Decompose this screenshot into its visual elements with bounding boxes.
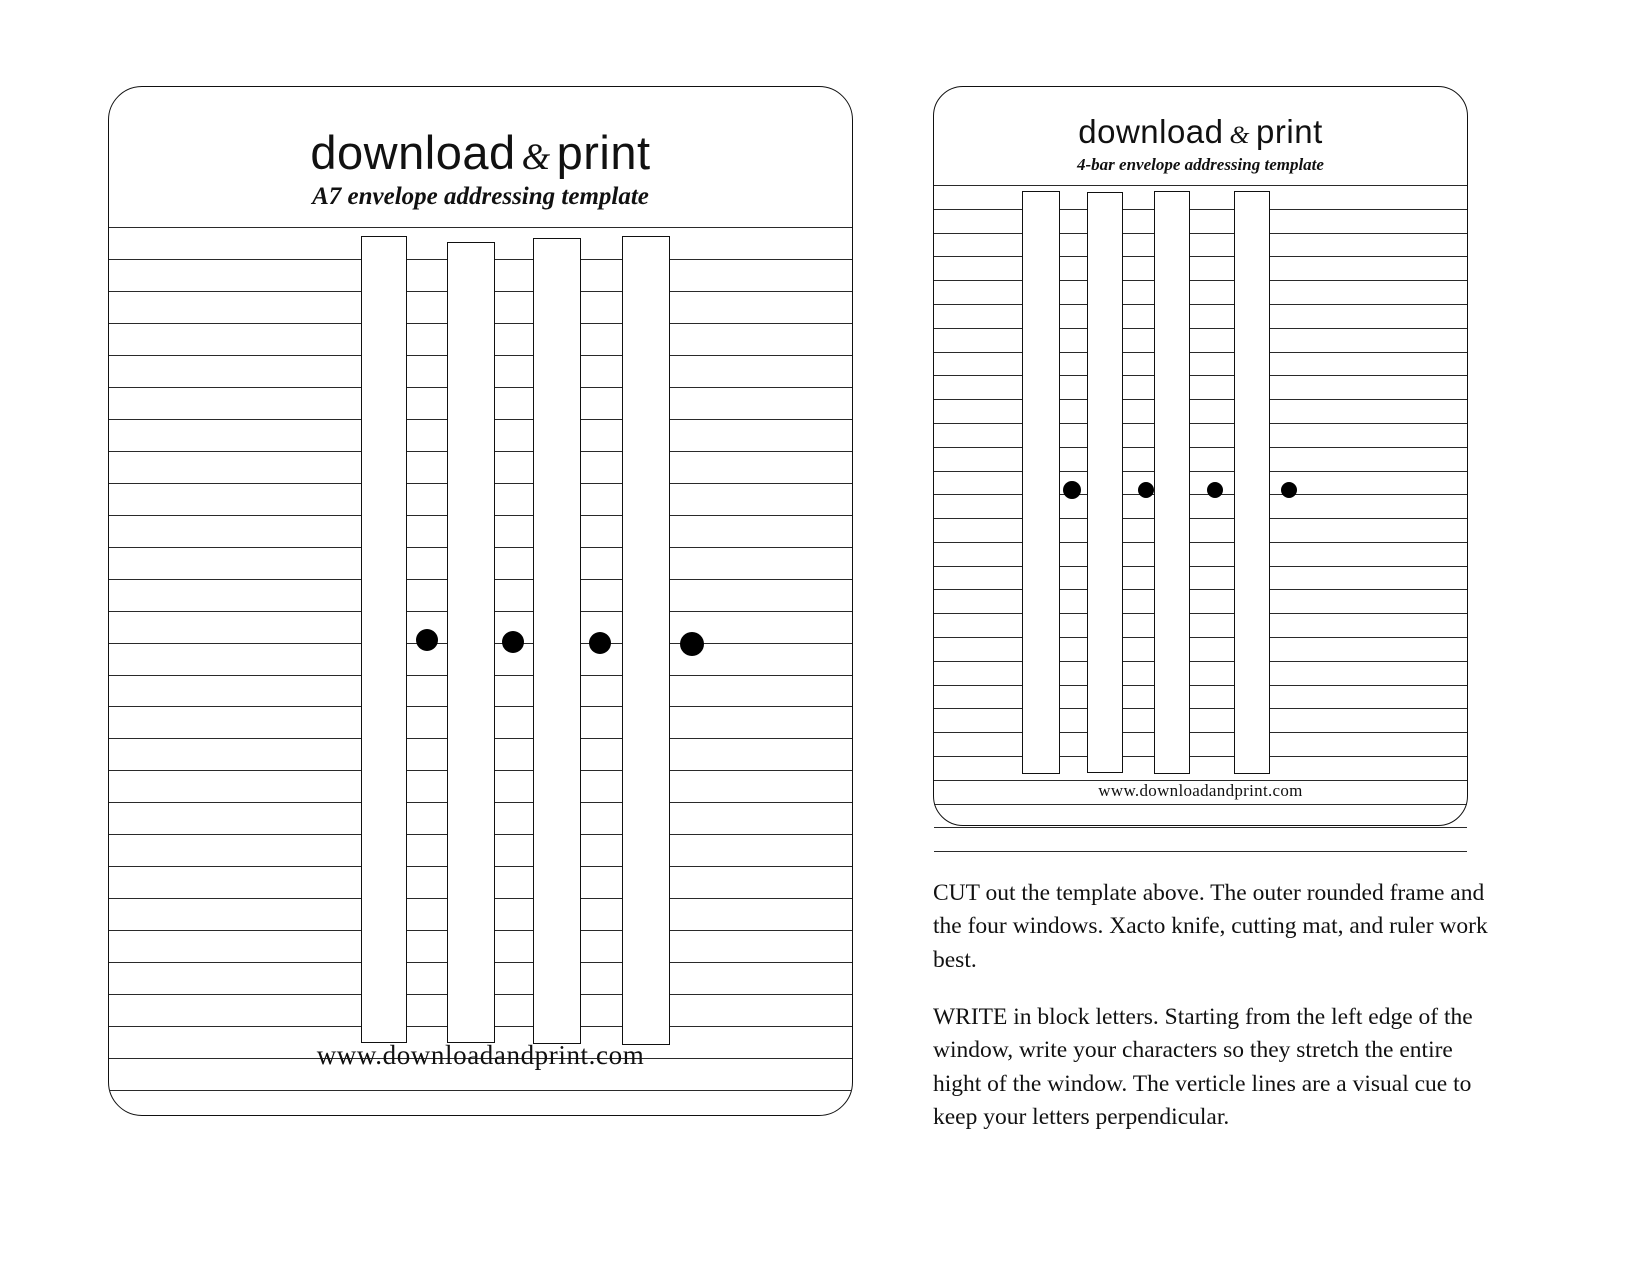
- cut-window: [622, 236, 670, 1045]
- cut-window: [1022, 191, 1060, 774]
- rule-line: [934, 328, 1467, 329]
- cut-window: [361, 236, 407, 1043]
- rule-line: [934, 851, 1467, 852]
- brand-word-download: download: [1078, 113, 1224, 150]
- cut-window: [1234, 191, 1270, 774]
- rule-line: [934, 518, 1467, 519]
- rule-line: [934, 304, 1467, 305]
- cut-window: [533, 238, 581, 1044]
- website-url-left: www.downloadandprint.com: [316, 1040, 645, 1070]
- brand-word-print: print: [556, 126, 651, 179]
- rule-line: [934, 827, 1467, 828]
- instruction-write: WRITE in block letters. Starting from the left edge of the window, write your characters so they stretch the entire hight of the window. The verticle lines are a visual cue to keep your letters perpendicular.: [933, 1004, 1473, 1131]
- rule-line: [934, 209, 1467, 210]
- rule-line: [934, 804, 1467, 805]
- rule-line: [934, 280, 1467, 281]
- rule-line: [934, 399, 1467, 400]
- rule-line: [934, 447, 1467, 448]
- fourbar-template-card: [933, 86, 1468, 826]
- rule-line: [934, 732, 1467, 733]
- alignment-dot: [1138, 482, 1154, 498]
- rule-line: [934, 471, 1467, 472]
- brand-word-print: print: [1256, 113, 1323, 150]
- rule-line: [934, 233, 1467, 234]
- rule-line: [934, 542, 1467, 543]
- rule-line: [934, 423, 1467, 424]
- website-url-right: www.downloadandprint.com: [1098, 781, 1303, 800]
- template-subtitle-right: 4-bar envelope addressing template: [1077, 155, 1324, 174]
- cut-window: [447, 242, 495, 1043]
- rule-line: [934, 352, 1467, 353]
- rule-line: [934, 375, 1467, 376]
- ruled-lines-right: [934, 185, 1467, 875]
- alignment-dot: [1063, 481, 1081, 499]
- brand-title-left: [109, 125, 852, 180]
- rule-line: [109, 227, 852, 228]
- template-subtitle-left: A7 envelope addressing template: [312, 183, 649, 210]
- brand-ampersand: &: [1229, 120, 1251, 149]
- rule-line: [934, 685, 1467, 686]
- rule-line: [934, 589, 1467, 590]
- rule-line: [934, 256, 1467, 257]
- instruction-cut: CUT out the template above. The outer rounded frame and the four windows. Xacto knife, cutting mat, and ruler work best.: [933, 880, 1488, 973]
- alignment-dot: [502, 631, 524, 653]
- alignment-dot: [680, 632, 704, 656]
- a7-template-card: [108, 86, 853, 1116]
- rule-line: [934, 661, 1467, 662]
- rule-line: [109, 1090, 852, 1091]
- rule-line: [934, 708, 1467, 709]
- rule-line: [934, 494, 1467, 495]
- brand-ampersand: &: [521, 136, 551, 177]
- brand-title-right: [934, 113, 1467, 151]
- rule-line: [934, 637, 1467, 638]
- rule-line: [934, 613, 1467, 614]
- brand-word-download: download: [310, 126, 516, 179]
- rule-line: [934, 566, 1467, 567]
- alignment-dot: [589, 632, 611, 654]
- rule-line: [934, 185, 1467, 186]
- cut-window: [1154, 191, 1190, 774]
- rule-line: [934, 756, 1467, 757]
- alignment-dot: [416, 629, 438, 651]
- cut-window: [1087, 192, 1123, 773]
- alignment-dot: [1207, 482, 1223, 498]
- alignment-dot: [1281, 482, 1297, 498]
- instructions-block: [933, 877, 1493, 1135]
